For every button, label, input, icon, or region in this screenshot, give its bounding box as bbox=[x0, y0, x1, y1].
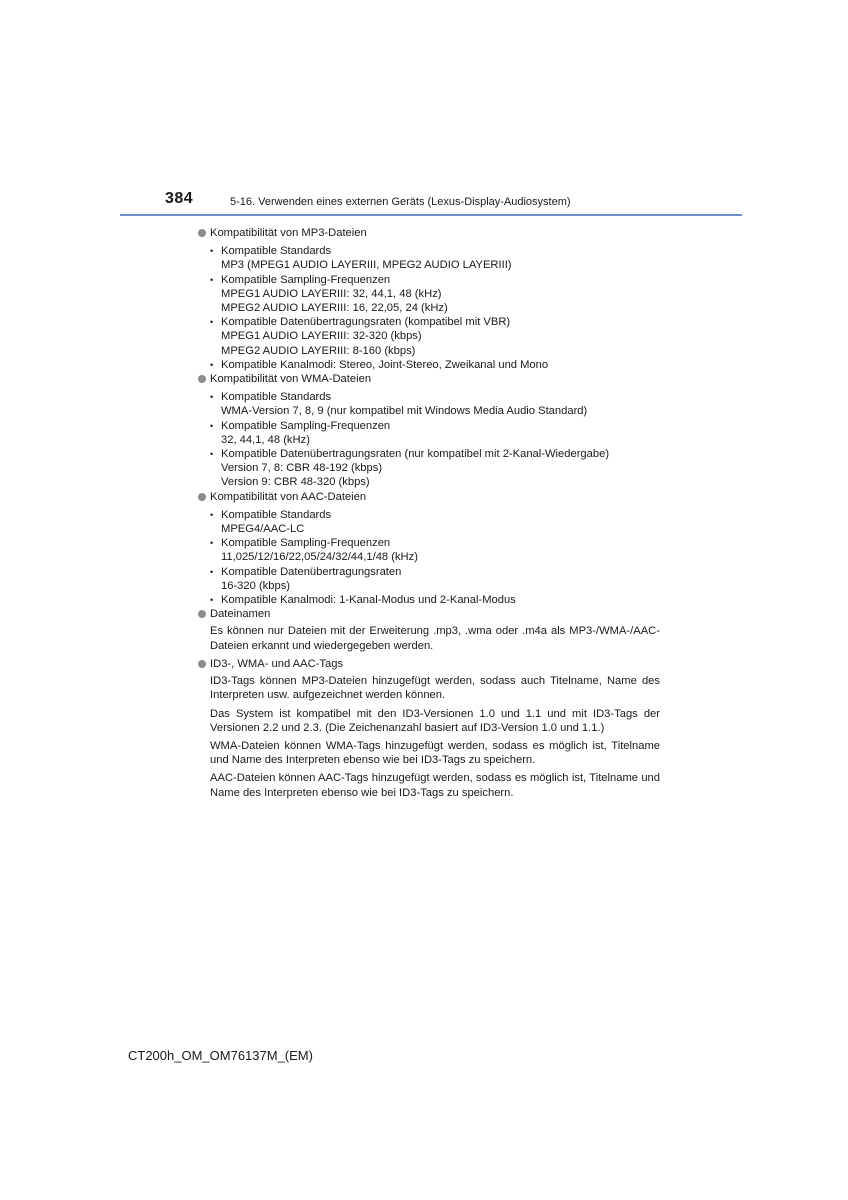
section-title: Dateinamen bbox=[210, 608, 271, 621]
header-divider bbox=[120, 214, 742, 216]
list-item bbox=[210, 447, 660, 490]
list-item-line: WMA-Version 7, 8, 9 (nur kompatibel mit Windows Media Audio Standard) bbox=[221, 405, 588, 418]
section-title: Kompatibilität von AAC-Dateien bbox=[210, 490, 367, 503]
list-item-line: 11,025/12/16/22,05/24/32/44,1/48 (kHz) bbox=[221, 551, 418, 564]
bullet-list bbox=[210, 508, 660, 607]
list-item-line: Kompatible Standards bbox=[221, 508, 332, 521]
section-heading bbox=[198, 226, 660, 240]
bullet-list bbox=[210, 244, 660, 372]
list-item-line: Kompatible Sampling-Frequenzen bbox=[221, 537, 391, 550]
list-item bbox=[210, 273, 660, 316]
section bbox=[198, 226, 660, 372]
section-heading bbox=[198, 657, 660, 671]
section bbox=[198, 490, 660, 608]
list-item bbox=[210, 390, 660, 418]
list-item bbox=[210, 244, 660, 272]
section-bullet-icon bbox=[198, 229, 206, 237]
section bbox=[198, 372, 660, 490]
section-bullet-icon bbox=[198, 493, 206, 501]
list-item-line: Kompatible Kanalmodi: 1-Kanal-Modus und 2-Kanal-Modus bbox=[221, 594, 516, 607]
section bbox=[198, 657, 660, 800]
section-bullet-icon bbox=[198, 375, 206, 383]
bullet-icon: • bbox=[210, 359, 214, 370]
list-item-line: MPEG2 AUDIO LAYERIII: 8-160 (kbps) bbox=[221, 344, 416, 357]
paragraph: Das System ist kompatibel mit den ID3-Versionen 1.0 und 1.1 und mit ID3-Tags der Versionen 2.2 und 2.3. (Die Zeichenanzahl basiert auf ID3-Version 1.0 und 1.1.) bbox=[210, 707, 660, 734]
bullet-icon: • bbox=[210, 274, 214, 285]
list-item bbox=[210, 536, 660, 564]
document-body bbox=[198, 226, 660, 804]
list-item-line: Kompatible Datenübertragungsraten bbox=[221, 565, 402, 578]
list-item-line: Kompatible Datenübertragungsraten (kompatibel mit VBR) bbox=[221, 316, 511, 329]
bullet-list bbox=[210, 390, 660, 489]
bullet-icon: • bbox=[210, 566, 214, 577]
section-title: Kompatibilität von WMA-Dateien bbox=[210, 373, 372, 386]
list-item-line: Version 9: CBR 48-320 (kbps) bbox=[221, 476, 370, 489]
document-code: CT200h_OM_OM76137M_(EM) bbox=[128, 1048, 313, 1063]
list-item-line: Kompatible Kanalmodi: Stereo, Joint-Stereo, Zweikanal und Mono bbox=[221, 358, 549, 371]
list-item-line: 32, 44,1, 48 (kHz) bbox=[221, 433, 310, 446]
list-item bbox=[210, 358, 660, 372]
section-title: Kompatibilität von MP3-Dateien bbox=[210, 227, 367, 239]
section-title: ID3-, WMA- und AAC-Tags bbox=[210, 657, 344, 670]
list-item-line: Kompatible Standards bbox=[221, 245, 332, 258]
section-heading bbox=[198, 372, 660, 386]
bullet-icon: • bbox=[210, 420, 214, 431]
list-item-line: Kompatible Standards bbox=[221, 391, 332, 404]
section-heading bbox=[198, 607, 660, 621]
chapter-title: 5-16. Verwenden eines externen Geräts (Lexus-Display-Audiosystem) bbox=[230, 196, 571, 208]
bullet-icon: • bbox=[210, 317, 214, 328]
paragraph: Es können nur Dateien mit der Erweiterung .mp3, .wma oder .m4a als MP3-/WMA-/AAC-Dateien erkannt und wiedergegeben werden. bbox=[210, 625, 660, 652]
list-item-line: Version 7, 8: CBR 48-192 (kbps) bbox=[221, 462, 383, 475]
list-item-line: MPEG1 AUDIO LAYERIII: 32-320 (kbps) bbox=[221, 330, 422, 343]
section-heading bbox=[198, 490, 660, 504]
list-item bbox=[210, 593, 660, 607]
page-number: 384 bbox=[165, 190, 194, 207]
bullet-icon: • bbox=[210, 392, 214, 403]
paragraph: ID3-Tags können MP3-Dateien hinzugefügt werden, sodass auch Titelname, Name des Interpreten usw. aufgezeichnet werden können. bbox=[210, 675, 660, 702]
bullet-icon: • bbox=[210, 509, 214, 520]
list-item bbox=[210, 565, 660, 593]
list-item-line: MPEG1 AUDIO LAYERIII: 32, 44,1, 48 (kHz) bbox=[221, 287, 442, 300]
paragraph: AAC-Dateien können AAC-Tags hinzugefügt werden, sodass es möglich ist, Titelname und Name des Interpreten ebenso wie bei ID3-Tags zu speichern. bbox=[210, 772, 660, 799]
bullet-icon: • bbox=[210, 595, 214, 606]
paragraph: WMA-Dateien können WMA-Tags hinzugefügt werden, sodass es möglich ist, Titelname und Name des Interpreten ebenso wie bei ID3-Tags zu speichern. bbox=[210, 739, 660, 767]
section-bullet-icon bbox=[198, 660, 206, 668]
bullet-icon: • bbox=[210, 538, 214, 549]
list-item-line: MP3 (MPEG1 AUDIO LAYERIII, MPEG2 AUDIO LAYERIII) bbox=[221, 259, 512, 272]
list-item-line: MPEG2 AUDIO LAYERIII: 16, 22,05, 24 (kHz) bbox=[221, 302, 448, 315]
list-item bbox=[210, 419, 660, 447]
bullet-icon: • bbox=[210, 246, 214, 257]
section bbox=[198, 607, 660, 653]
list-item-line: MPEG4/AAC-LC bbox=[221, 523, 305, 536]
list-item-line: Kompatible Sampling-Frequenzen bbox=[221, 273, 391, 286]
section-bullet-icon bbox=[198, 610, 206, 618]
list-item-line: Kompatible Sampling-Frequenzen bbox=[221, 419, 391, 432]
bullet-icon: • bbox=[210, 449, 214, 460]
list-item bbox=[210, 508, 660, 536]
list-item-line: Kompatible Datenübertragungsraten (nur kompatibel mit 2-Kanal-Wiedergabe) bbox=[221, 448, 610, 461]
list-item bbox=[210, 315, 660, 358]
list-item-line: 16-320 (kbps) bbox=[221, 579, 291, 592]
